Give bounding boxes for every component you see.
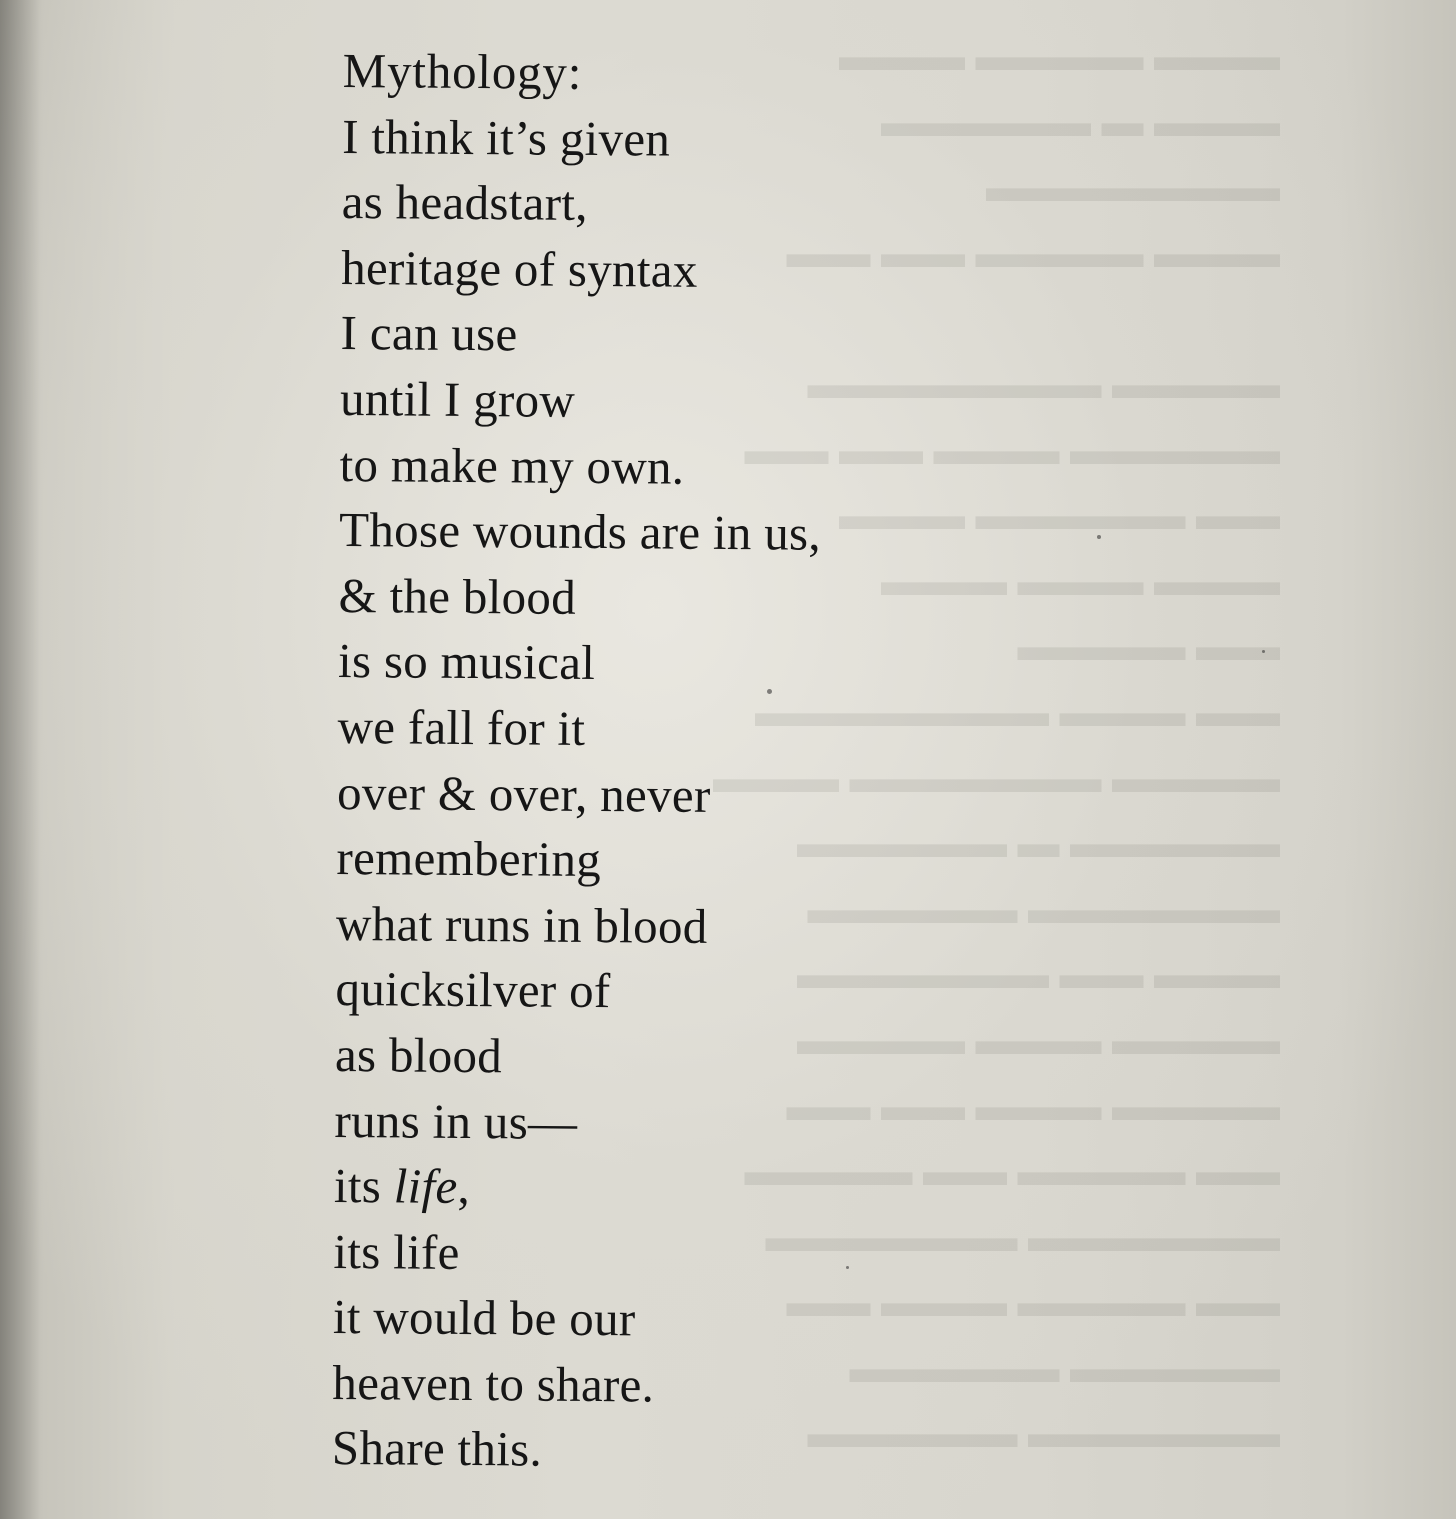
poem-line: Those wounds are in us, (338, 502, 822, 561)
paper-speck (1262, 650, 1265, 653)
poem-line: its life (333, 1223, 460, 1280)
poem-line: heaven to share. (332, 1354, 655, 1413)
paper-speck (1097, 535, 1101, 539)
poem-line: to make my own. (339, 436, 685, 495)
line-suffix: , (457, 1159, 471, 1215)
poem (332, 38, 825, 1485)
poem-line: is so musical (337, 633, 596, 691)
poem-line: we fall for it (337, 698, 586, 756)
poem-line: as headstart, (341, 174, 589, 232)
poem-line: until I grow (339, 370, 576, 428)
poem-line: & the blood (338, 567, 577, 625)
poem-line: quicksilver of (335, 961, 611, 1019)
paper-speck (846, 1266, 849, 1269)
poem-line: Share this. (331, 1420, 543, 1478)
italic-word: life (393, 1158, 458, 1215)
poem-line: it would be our (332, 1289, 636, 1347)
poem-line: as blood (334, 1026, 503, 1084)
poem-title: Mythology: (342, 42, 583, 100)
line-prefix: its (333, 1158, 394, 1214)
poem-line: I can use (340, 305, 518, 362)
poem-line: what runs in blood (335, 895, 708, 954)
poem-line: over & over, never (336, 764, 711, 823)
poem-line-italic-life (334, 1153, 816, 1222)
show-through-text: ▬▬▬ ▬▬▬▬ ▬▬▬ ▬▬▬ ▬ ▬▬▬▬▬ ▬▬▬▬▬▬▬ ▬▬▬ ▬▬▬▬ ▬▬ ▬▬ ▬▬▬▬ ▬▬▬▬▬▬▬ ▬▬▬▬▬ ▬▬▬ ▬▬ ▬▬ ▬▬ ▬▬▬▬▬ ▬▬▬ ▬▬▬ ▬▬▬ ▬▬▬ ▬▬ ▬▬▬▬ ▬▬ ▬▬▬ ▬▬▬▬▬▬▬ ▬▬▬▬ ▬▬▬▬▬▬ ▬▬▬ ▬▬▬▬▬ ▬ ▬▬▬▬▬ ▬▬▬▬▬▬ ▬▬▬▬▬ ▬▬▬ ▬▬ ▬▬▬▬▬▬ ▬▬▬▬ ▬▬▬ ▬▬▬▬ ▬▬▬▬ ▬▬▬ ▬▬ ▬▬ ▬▬ ▬▬▬▬ ▬▬ ▬▬▬▬ ▬▬▬▬▬▬ ▬▬▬▬▬▬ ▬▬ ▬▬▬▬ ▬▬▬ ▬▬ ▬▬▬▬▬ ▬▬▬▬▬ ▬▬▬▬▬▬ ▬▬▬▬▬ (713, 34, 1280, 1458)
poem-line: I think it’s given (342, 108, 671, 167)
paper-speck (767, 689, 772, 694)
poem-line: remembering (336, 830, 602, 888)
poem-line: runs in us— (334, 1092, 578, 1150)
poem-line: heritage of syntax (340, 239, 698, 298)
